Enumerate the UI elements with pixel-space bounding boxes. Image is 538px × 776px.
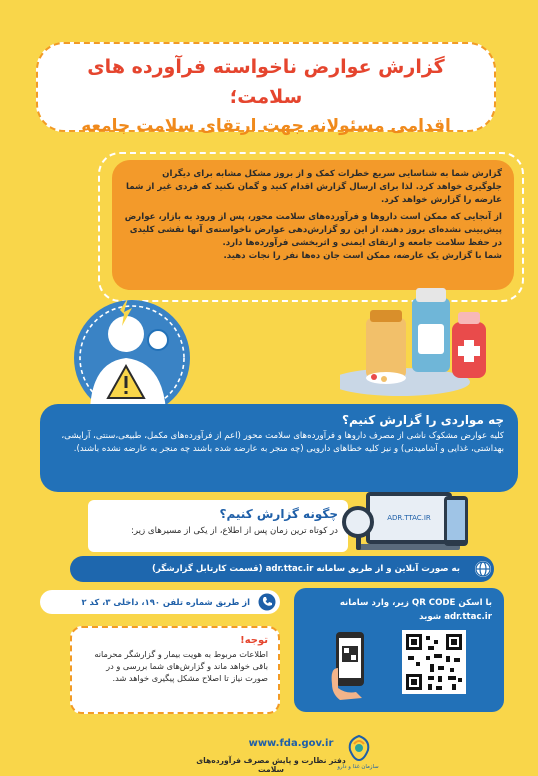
person-warning-illustration (70, 292, 202, 412)
logo-caption: سازمان غذا و دارو (337, 764, 379, 770)
page-title: گزارش عوارض ناخواسته فرآورده های سلامت؛ (87, 56, 445, 108)
intro-paragraph-2: از آنجایی که ممکن است داروها و فرآورده‌های سلامت محور، پس از ورود به بازار، عوارض پیش‌بینی نشده‌ای بروز دهند، از این رو گزارش‌دهی عوارض ناخواسته‌ی آنها نقشی کلیدی در حفظ سلامت جامعه و ارتقای ایمنی و اثربخشی فرآورده‌ها دارد. (124, 212, 502, 248)
what-to-report-question: چه مواردی را گزارش کنیم؟ (342, 413, 504, 427)
title-box (36, 42, 496, 136)
qr-code[interactable] (402, 630, 466, 694)
how-to-report-subtitle: در کوتاه ترین زمان پس از اطلاع، از یکی از مسیرهای زیر: (131, 526, 338, 536)
what-to-report-box (40, 404, 518, 492)
intro-paragraph-1: گزارش شما به شناسایی سریع خطرات کمک و از بروز مشکل مشابه برای دیگران جلوگیری خواهد کرد. لذا برای ارسال گزارش اقدام کنید و گمان نکنید که فردی غیر از شما عارضه را گزارش خواهد کرد. (126, 169, 502, 205)
fda-logo (346, 734, 372, 762)
laptop-screen-text: ADR.TTAC.IR (387, 514, 431, 522)
note-box (70, 626, 280, 714)
phone-scan-illustration (326, 628, 374, 704)
globe-icon (474, 560, 492, 578)
footer-org: دفتر نظارت و پایش مصرف فرآورده‌های سلامت (196, 756, 346, 774)
how-to-report-question: چگونه گزارش کنیم؟ (219, 507, 338, 521)
note-heading: توجه! (240, 635, 268, 646)
phone-icon (258, 593, 276, 611)
medicine-bottles (340, 282, 510, 400)
online-option[interactable] (70, 556, 494, 582)
magnifier-icon (340, 504, 376, 552)
intro-paragraph-3: شما با گزارش یک عارضه، ممکن است جان ده‌ها نفر را نجات دهید. (223, 251, 502, 261)
qr-option-line2: adr.ttac.ir شوید (419, 612, 492, 622)
online-option-text: به صورت آنلاین و از طریق سامانه adr.ttac.ir (قسمت کارتابل گزارشگر) (151, 564, 460, 574)
how-to-report-banner (88, 500, 348, 552)
intro-box (112, 160, 514, 290)
phone-option-text: از طریق شماره تلفن ۱۹۰، داخلی ۳، کد ۲ (81, 597, 250, 607)
page-subtitle: اقدامی مسئولانه جهت ارتقای سلامت جامعه (81, 116, 451, 136)
note-text: اطلاعات مربوط به هویت بیمار و گزارشگر محرمانه باقی خواهد ماند و گزارش‌های شما بررسی و در صورت نیاز تا اصلاح مشکل پیگیری خواهد شد. (94, 649, 268, 683)
qr-option-line1: با اسکن QR CODE زیر، وارد سامانه (339, 598, 492, 608)
phone-option[interactable] (40, 590, 280, 614)
what-to-report-text: کلیه عوارض مشکوک ناشی از مصرف داروها و فرآورده‌های سلامت محور (اعم از فرآورده‌های مکمل، طبیعی،سنتی، آرایشی، بهداشتی، غذایی و آشامیدنی) و نیز کلیه خطاهای دارویی (چه منجر به عارضه شده باشند چه منجر به عارضه نشده باشند). (61, 431, 504, 454)
footer-url[interactable]: www.fda.gov.ir (248, 738, 334, 749)
